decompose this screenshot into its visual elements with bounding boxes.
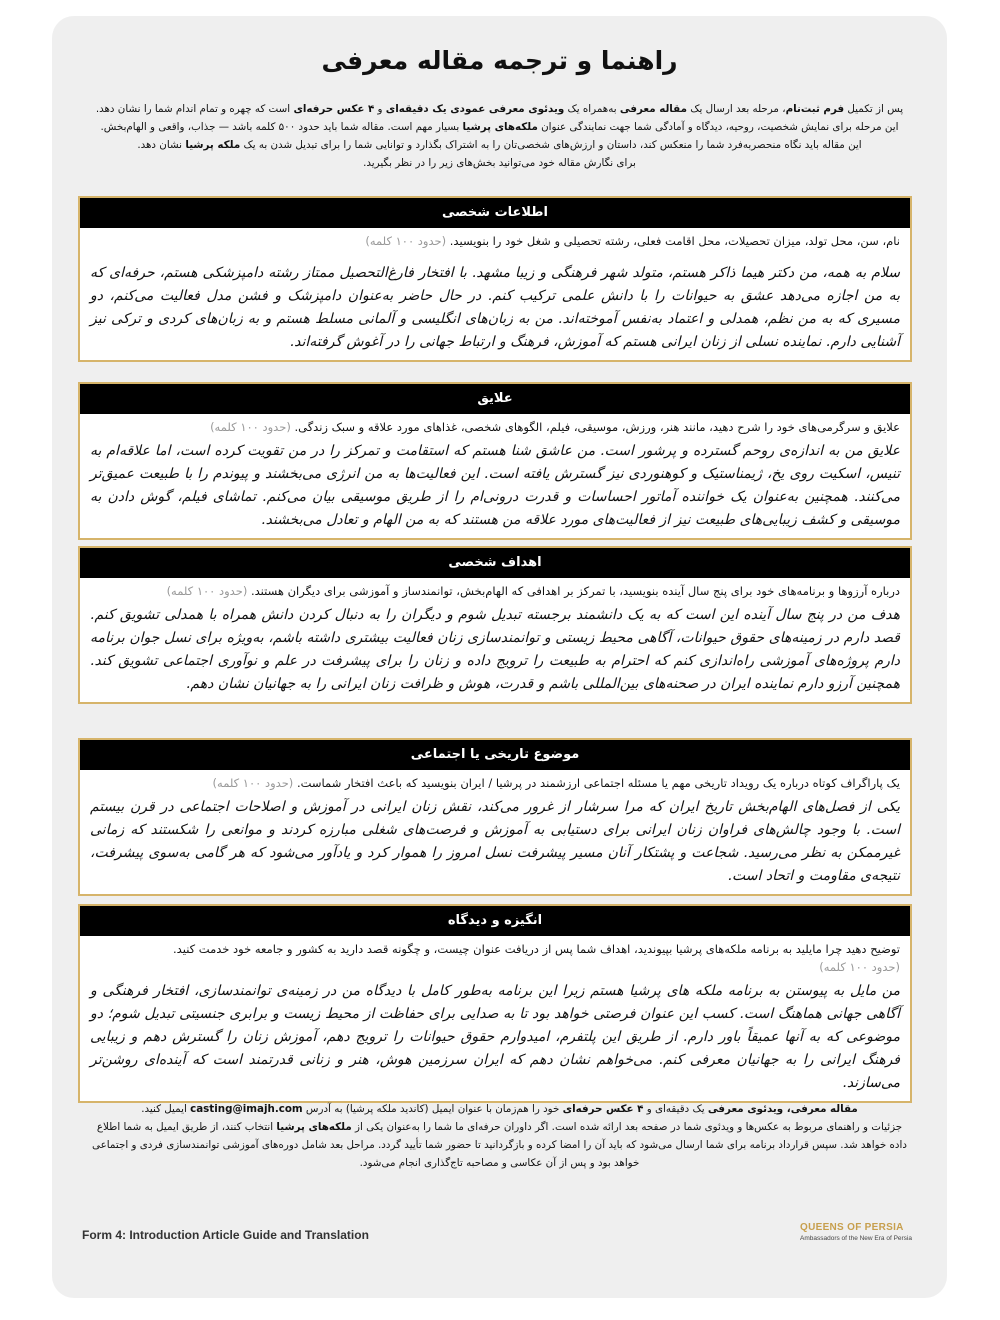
footer-text-span: انتخاب کنند، از طریق ایمیل به شما اطلاع داده خواهد شد. سپس قرارداد برنامه برای شما ارسال می‌شود که باید آن را امضا کرده و بازگردانید تا حضور شما تأیید گردد. مراحل بعد شامل دوره‌های آموزشی توانمندسازی فردی و اجتماعی خواهد بود و پس از آن عکاسی و مصاحبه تاج‌گذاری انجام می‌شود.	[92, 1121, 907, 1169]
section-body	[80, 414, 910, 538]
section-body	[80, 228, 910, 360]
footer-line	[92, 1118, 907, 1172]
intro-text-span: این مرحله برای نمایش شخصیت، روحیه، دیدگاه و آمادگی شما جهت نمایندگی عنوان	[537, 121, 899, 133]
footer-text-span: جزئیات و راهنمای مربوط به عکس‌ها و ویدئوی شما در صفحه بعد ارائه شده است. اگر داوران حرفه‌ای ما شما را به‌عنوان یکی از	[351, 1121, 903, 1133]
page-title: راهنما و ترجمه مقاله معرفی	[321, 46, 678, 75]
section-prompt	[90, 418, 900, 436]
brand-logo	[800, 1222, 920, 1242]
intro-line	[92, 118, 907, 136]
intro-text-span: و	[374, 103, 386, 115]
section-historical-topic	[78, 738, 912, 896]
intro-line	[92, 100, 907, 118]
intro-text	[92, 100, 907, 172]
prompt-text: نام، سن، محل تولد، میزان تحصیلات، محل اقامت فعلی، رشته تحصیلی و شغل خود را بنویسید.	[449, 234, 900, 248]
section-heading: موضوع تاریخی یا اجتماعی	[80, 740, 910, 770]
brand-name: QUEENS OF PERSIA	[800, 1222, 904, 1233]
intro-line	[92, 136, 907, 154]
intro-text-span: نشان دهد.	[137, 139, 186, 151]
intro-line: برای نگارش مقاله خود می‌توانید بخش‌های زیر را در نظر بگیرید.	[363, 157, 636, 169]
email-address[interactable]: casting@imajh.com	[190, 1103, 303, 1115]
prompt-text: درباره آرزوها و برنامه‌های خود برای پنج سال آینده بنویسید، با تمرکز بر اهدافی که الهام‌بخش، توانمندساز و آموزشی برای دیگران هستند.	[250, 584, 900, 598]
section-heading: علایق	[80, 384, 910, 414]
intro-text-span: است که چهره و تمام اندام شما را نشان دهد.	[95, 103, 294, 115]
section-prompt	[90, 582, 900, 600]
footer-text-span: خود را هم‌زمان با عنوان ایمیل (کاندید ملکه پرشیا) به آدرس	[302, 1103, 563, 1115]
prompt-text: توضیح دهید چرا مایلید به برنامه ملکه‌های پرشیا بپیوندید، اهداف شما پس از دریافت عنوان چیست، و چگونه قصد دارید به کشور و جامعه خود خدمت کنید.	[173, 942, 900, 956]
intro-bold: فرم ثبت‌نام	[785, 103, 845, 115]
section-personal-goals	[78, 546, 912, 704]
section-heading: انگیزه و دیدگاه	[80, 906, 910, 936]
section-personal-info	[78, 196, 912, 362]
intro-text-span: پس از تکمیل	[844, 103, 904, 115]
section-answer: هدف من در پنج سال آینده این است که به یک دانشمند برجسته تبدیل شوم و دیگران را به دنبال کردن دانش همراه با همدلی تشویق کنم. قصد دارم در زمینه‌های حقوق حیوانات، آگاهی محیط زیستی و توانمندسازی زنان فعالیت بیشتری داشته باشم، به‌ویژه برای نسل جوان برنامه دارم پروژه‌های آموزشی راه‌اندازی کنم که احترام به طبیعت را ترویج داده و زنان را برای پیشرفت در علم و نوآوری اجتماعی تشویق کند. همچنین آرزو دارم نماینده ایران در صحنه‌های بین‌المللی باشم و قدرت، هوش و ظرافت زنان ایرانی را به جهانیان نشان دهم.	[90, 607, 900, 692]
footer-bold: ملکه‌های پرشیا	[276, 1121, 352, 1133]
footer-bold: ۴ عکس حرفه‌ای	[562, 1103, 644, 1115]
form-label: Form 4: Introduction Article Guide and Translation	[82, 1228, 369, 1242]
intro-text-span: این مقاله باید نگاه منحصربه‌فرد شما را منعکس کند، داستان و ارزش‌های شخصی‌تان را به اشتراک بگذارد و توانایی شما را برای تبدیل شدن به یک	[240, 139, 862, 151]
section-answer: یکی از فصل‌های الهام‌بخش تاریخ ایران که مرا سرشار از غرور می‌کند، نقش زنان ایرانی در آموزش و اصلاحات اجتماعی در قرن بیستم است. با وجود چالش‌های فراوان زنان ایرانی برای دستیابی به آموزش و فرصت‌های شغلی مبارزه کردند و موانعی را شکستند که زمانی غیرممکن به نظر می‌رسید. شجاعت و پشتکار آنان مسیر پیشرفت نسل امروز را هموار کرد و یادآور می‌شود که هر گامی به‌سوی پیشرفت، نتیجه‌ی مقاومت و اتحاد است.	[90, 799, 900, 884]
intro-bold: ملکه‌های پرشیا	[462, 121, 538, 133]
intro-bold: ۴ عکس حرفه‌ای	[293, 103, 375, 115]
section-prompt	[90, 940, 900, 976]
section-heading: اطلاعات شخصی	[80, 198, 910, 228]
section-body	[80, 578, 910, 702]
page-card	[52, 16, 947, 1298]
word-limit: (حدود ۱۰۰ کلمه)	[819, 960, 900, 974]
prompt-text: یک پاراگراف کوتاه درباره یک رویداد تاریخی مهم یا مسئله اجتماعی ارزشمند در پرشیا / ایران بنویسید که باعث افتخار شماست.	[296, 776, 900, 790]
word-limit: (حدود ۱۰۰ کلمه)	[365, 234, 447, 248]
section-heading: اهداف شخصی	[80, 548, 910, 578]
footer-line	[92, 1100, 907, 1118]
intro-bold: مقاله معرفی	[619, 103, 687, 115]
word-limit: (حدود ۱۰۰ کلمه)	[166, 584, 248, 598]
footer-bold: مقاله معرفی، ویدئوی معرفی	[707, 1103, 858, 1115]
section-answer: علایق من به اندازه‌ی روحم گسترده و پرشور است. من عاشق شنا هستم که استقامت و تمرکز را در من تقویت کرده است، اما علاقه‌ام به تنیس، اسکیت روی یخ، ژیمناستیک و کوهنوردی نیز گسترش یافته است. این فعالیت‌ها به من انرژی می‌بخشند و پیوندم را با طبیعت عمیق‌تر می‌کنند. همچنین به‌عنوان یک خواننده آماتور احساسات و قدرت درونی‌ام را از طریق موسیقی بیان می‌کنم. تماشای فیلم، گوش دادن به موسیقی و کشف زیبایی‌های طبیعت نیز از فعالیت‌های مورد علاقه من هستند که به من الهام و تعادل می‌بخشند.	[90, 443, 900, 528]
section-answer: من مایل به پیوستن به برنامه ملکه های پرشیا هستم زیرا این برنامه به‌طور کامل با دیدگاه من در زمینه‌ی توانمندسازی، افتخار فرهنگی و آگاهی جهانی هماهنگ است. کسب این عنوان فرصتی خواهد بود تا به صدایی برای حفاظت از محیط زیست و برابری جنسیتی تبدیل شوم؛ دو موضوعی که به آنها عمیقاً باور دارم. از طریق این پلتفرم، امیدوارم حقوق حیوانات را ترویج دهم، آموزش زنان را گسترش دهم و زیبایی فرهنگ ایرانی را به جهانیان معرفی کنم. می‌خواهم نشان دهم که ایران سرزمین هوش، هنر و زنانی قدرتمند است که آینده‌ای روشن‌تر می‌سازند.	[90, 983, 900, 1091]
footer-text-span: ایمیل کنید.	[141, 1103, 191, 1115]
section-body	[80, 936, 910, 1101]
intro-bold: ویدئوی معرفی عمودی یک دقیقه‌ای	[385, 103, 565, 115]
intro-bold: ملکه پرشیا	[185, 139, 241, 151]
intro-text-span: ، مرحله بعد ارسال یک	[686, 103, 786, 115]
word-limit: (حدود ۱۰۰ کلمه)	[210, 420, 291, 434]
section-prompt	[90, 232, 900, 250]
intro-text-span: بسیار مهم است. مقاله شما باید حدود ۵۰۰ کلمه باشد — جذاب، واقعی و الهام‌بخش.	[100, 121, 463, 133]
section-answer: سلام به همه، من دکتر هیما ذاکر هستم، متولد شهر فرهنگی و زیبا مشهد. با افتخار فارغ‌التحصیل ممتاز رشته دامپزشکی هستم، حرفه‌ای که به من اجازه می‌دهد عشق به حیوانات را با دانش علمی ترکیب کنم. در حال حاضر به‌عنوان دامپزشک و فشن مدل فعالیت می‌کنم، دو مسیری که به من نظم، همدلی و اعتماد به‌نفس آموخته‌اند. من به زبان‌های انگلیسی و آلمانی مسلط هستم و به زبان‌های کردی و ترکی نیز آشنایی دارم. نماینده نسلی از زنان ایرانی هستم که آموزش، فرهنگ و ارتباط جهانی را در آغوش گرفته‌اند.	[90, 265, 900, 350]
brand-tagline: Ambassadors of the New Era of Persia	[800, 1235, 912, 1242]
section-body	[80, 770, 910, 894]
intro-text-span: به‌همراه یک	[564, 103, 620, 115]
footer-text-span: یک دقیقه‌ای و	[643, 1103, 708, 1115]
section-prompt	[90, 774, 900, 792]
section-motivation	[78, 904, 912, 1103]
section-interests	[78, 382, 912, 540]
submission-instructions	[92, 1100, 907, 1172]
word-limit: (حدود ۱۰۰ کلمه)	[212, 776, 294, 790]
prompt-text: علایق و سرگرمی‌های خود را شرح دهید، مانند هنر، ورزش، موسیقی، فیلم، الگوهای شخصی، غذاهای مورد علاقه و سبک زندگی.	[294, 420, 900, 434]
